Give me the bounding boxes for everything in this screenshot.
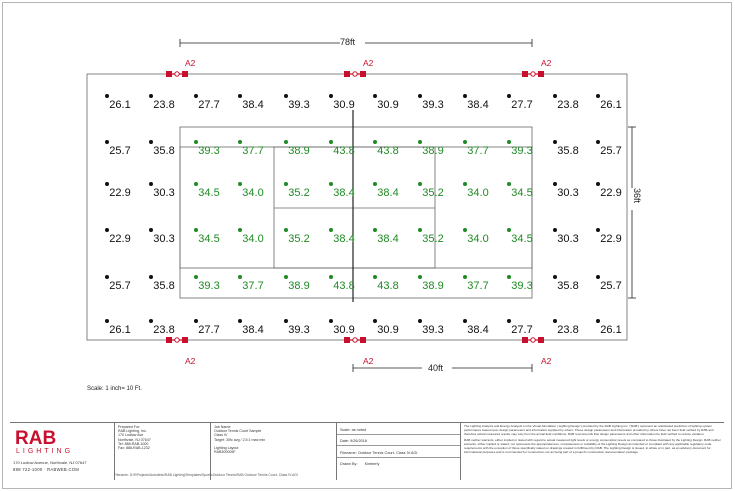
grid-point-marker <box>194 319 198 323</box>
grid-point-marker <box>284 94 288 98</box>
grid-point-marker <box>329 275 333 279</box>
grid-point-marker <box>238 94 242 98</box>
grid-point-value: 27.7 <box>511 324 533 336</box>
grid-point-value: 38.4 <box>467 99 489 111</box>
grid-point-marker <box>373 275 377 279</box>
fixture-label: A2 <box>541 58 552 68</box>
grid-point-marker <box>194 140 198 144</box>
grid-point-value: 35.8 <box>153 145 175 157</box>
grid-point-marker <box>194 94 198 98</box>
grid-point-marker <box>553 319 557 323</box>
grid-point-value: 39.3 <box>422 324 444 336</box>
grid-point-marker <box>329 319 333 323</box>
prepared-for-line: Fax: 888-RAB-1232 <box>118 446 150 451</box>
grid-point-value: 35.8 <box>557 145 579 157</box>
grid-point-marker <box>149 228 153 232</box>
grid-point-value: 35.2 <box>288 187 310 199</box>
grid-point-marker <box>463 319 467 323</box>
title-block <box>10 422 724 480</box>
grid-point-value: 30.3 <box>153 233 175 245</box>
grid-point-value: 34.0 <box>467 187 489 199</box>
grid-point-value: 38.9 <box>288 145 310 157</box>
grid-point-value: 38.4 <box>242 324 264 336</box>
grid-point-marker <box>149 319 153 323</box>
fixture-label: A2 <box>541 356 552 366</box>
grid-point-value: 35.8 <box>557 280 579 292</box>
tennis-court <box>180 110 532 302</box>
grid-point-marker <box>507 275 511 279</box>
grid-point-marker <box>329 140 333 144</box>
grid-point-marker <box>284 228 288 232</box>
grid-point-value: 39.3 <box>422 99 444 111</box>
grid-point-marker <box>284 140 288 144</box>
svg-text:LIGHTING: LIGHTING <box>16 448 74 455</box>
grid-point-marker <box>373 228 377 232</box>
grid-point-value: 23.8 <box>153 324 175 336</box>
grid-point-value: 25.7 <box>109 280 131 292</box>
grid-point-value: 37.7 <box>242 280 264 292</box>
fixture-pole-icon <box>344 71 366 77</box>
grid-point-value: 38.4 <box>377 233 399 245</box>
fixture-label: A2 <box>363 356 374 366</box>
grid-point-marker <box>507 182 511 186</box>
top-dimension <box>180 39 532 47</box>
drawn-by-row <box>337 459 460 469</box>
job-name-line: Class IV <box>214 433 228 438</box>
fixture-pole-icon <box>522 337 544 343</box>
grid-point-marker <box>507 228 511 232</box>
fixture-label: A2 <box>185 356 196 366</box>
job-name-line: Outdoor Tennis Court Sample <box>214 429 262 434</box>
grid-point-marker <box>329 94 333 98</box>
grid-point-marker <box>149 275 153 279</box>
prepared-for-line: Northvale, NJ 07647 <box>118 437 151 442</box>
grid-point-value: 25.7 <box>600 145 622 157</box>
grid-point-marker <box>194 182 198 186</box>
grid-point-marker <box>149 140 153 144</box>
grid-point-value: 43.8 <box>333 280 355 292</box>
scale-row: Scale: as noted <box>337 425 460 435</box>
grid-point-marker <box>553 140 557 144</box>
grid-point-marker <box>149 182 153 186</box>
grid-point-value: 39.3 <box>288 324 310 336</box>
disclaimer-cell <box>460 423 724 480</box>
grid-point-marker <box>553 228 557 232</box>
company-web: 888 722-1000 · RABWEB.COM <box>13 467 80 472</box>
grid-point-value: 22.9 <box>600 187 622 199</box>
grid-point-value: 23.8 <box>557 324 579 336</box>
grid-point-marker <box>105 140 109 144</box>
grid-point-value: 39.3 <box>511 145 533 157</box>
grid-point-value: 43.8 <box>377 145 399 157</box>
grid-point-value: 38.9 <box>288 280 310 292</box>
grid-point-marker <box>373 182 377 186</box>
grid-point-marker <box>596 182 600 186</box>
grid-point-value: 37.7 <box>467 145 489 157</box>
grid-point-value: 30.3 <box>153 187 175 199</box>
grid-point-value: 34.5 <box>198 233 220 245</box>
bottom-dimension-label: 40ft <box>428 363 444 373</box>
grid-point-marker <box>238 228 242 232</box>
grid-point-marker <box>373 319 377 323</box>
prepared-for-line: 170 Ludlow Ave <box>118 433 144 438</box>
grid-point-value: 26.1 <box>109 324 131 336</box>
grid-point-value: 27.7 <box>511 99 533 111</box>
grid-point-value: 43.8 <box>333 145 355 157</box>
grid-point-marker <box>596 275 600 279</box>
disclaimer-paragraph-1: The Lighting Analysis and Energy Analysis on the Visual Simulation (‘Lighting Design’) provided by the RAB Lighting Inc. ('RAB') represent an anticipated prediction of lighting system performance based upon design parameters and information supplied by others. These design parameters and information provided by others have not been field verified by RAB and therefore actual measured results may vary from the actual field conditions. RAB recommends that design parameters and other information be field verified to reduce variation. <box>464 424 714 436</box>
drawn-by-value: Kimberly <box>364 462 380 466</box>
grid-point-marker <box>596 94 600 98</box>
grid-point-value: 26.1 <box>600 99 622 111</box>
fixture-pole-icon <box>522 71 544 77</box>
grid-point-marker <box>418 275 422 279</box>
lighting-layout-label: Lighting Layout <box>214 445 239 450</box>
logo-cell <box>10 423 114 480</box>
grid-point-marker <box>105 319 109 323</box>
grid-point-value: 25.7 <box>109 145 131 157</box>
grid-point-value: 23.8 <box>557 99 579 111</box>
grid-point-marker <box>329 228 333 232</box>
prepared-for-cell <box>114 423 210 480</box>
grid-point-marker <box>418 94 422 98</box>
top-dimension-label: 78ft <box>340 37 356 47</box>
grid-point-value: 22.9 <box>600 233 622 245</box>
grid-point-marker <box>507 94 511 98</box>
grid-point-marker <box>463 94 467 98</box>
grid-point-value: 38.9 <box>422 280 444 292</box>
grid-point-marker <box>105 275 109 279</box>
grid-point-marker <box>418 319 422 323</box>
company-address: 170 Ludlow Avenue, Northvale, NJ 07647 <box>13 460 87 465</box>
site-boundary <box>87 74 627 340</box>
grid-point-marker <box>284 182 288 186</box>
grid-point-marker <box>149 94 153 98</box>
grid-point-marker <box>329 182 333 186</box>
grid-point-marker <box>507 319 511 323</box>
grid-point-marker <box>284 319 288 323</box>
lighting-layout-value: RAB300005F <box>214 450 236 455</box>
grid-point-value: 35.2 <box>422 233 444 245</box>
grid-point-marker <box>507 140 511 144</box>
info-cell <box>336 423 460 480</box>
date-row: Date: 9/26/2016 <box>337 436 460 446</box>
grid-point-marker <box>238 319 242 323</box>
grid-point-value: 22.9 <box>109 233 131 245</box>
fixture-label: A2 <box>363 58 374 68</box>
grid-point-marker <box>373 94 377 98</box>
grid-point-value: 38.9 <box>422 145 444 157</box>
grid-point-marker <box>194 228 198 232</box>
grid-point-value: 38.4 <box>377 187 399 199</box>
grid-point-value: 30.3 <box>557 233 579 245</box>
grid-point-value: 30.9 <box>377 324 399 336</box>
grid-point-marker <box>596 140 600 144</box>
grid-point-marker <box>373 140 377 144</box>
grid-point-marker <box>105 228 109 232</box>
grid-point-value: 37.7 <box>467 280 489 292</box>
job-name-label: Job Name: <box>214 425 232 429</box>
grid-point-value: 25.7 <box>600 280 622 292</box>
filename-row: Filename: Outdoor Tennis Court- Class IV.AGI <box>337 448 460 458</box>
grid-point-marker <box>238 182 242 186</box>
grid-point-marker <box>418 228 422 232</box>
grid-point-value: 34.5 <box>198 187 220 199</box>
grid-point-marker <box>596 228 600 232</box>
grid-point-value: 38.4 <box>467 324 489 336</box>
grid-point-value: 27.7 <box>198 99 220 111</box>
grid-point-marker <box>105 182 109 186</box>
job-name-cell <box>210 423 336 480</box>
fixture-pole-icon <box>166 71 188 77</box>
fixture-pole-icon <box>344 337 366 343</box>
grid-point-value: 34.5 <box>511 233 533 245</box>
job-name-line: Target: 30fc avg / 2.5:1 max:min <box>214 437 266 442</box>
grid-point-marker <box>238 275 242 279</box>
grid-point-marker <box>238 140 242 144</box>
grid-point-value: 34.0 <box>242 187 264 199</box>
grid-point-marker <box>284 275 288 279</box>
right-dimension <box>628 127 636 298</box>
grid-point-value: 22.9 <box>109 187 131 199</box>
grid-point-marker <box>553 275 557 279</box>
disclaimer-paragraph-2: RAB neither warrants, either implied or stated with regard to actual measured light levels or energy consumption levels as compared to those illustrated by the Lighting Design. RAB neither warrants, either implied or stated, nor represents the appropriateness, completeness or suitability of the Lighting Design as intended or compliant with any applicable regulatory code requirements with the exception of those specifically stated on drawings created in fulfillment by RAB. The Lighting Design is issued, in whole or in part, as an advisory document for informational purposes and is not intended for construction nor as being part of a project's construction documentation package. <box>464 438 721 454</box>
drawing-scale: Scale: 1 inch= 10 Ft. <box>87 386 142 392</box>
grid-point-value: 39.3 <box>198 280 220 292</box>
prepared-for-label: Prepared For: <box>118 425 141 429</box>
grid-point-marker <box>418 140 422 144</box>
grid-point-marker <box>194 275 198 279</box>
drawn-by-label: Drawn By: <box>340 462 358 466</box>
rab-logo <box>13 427 105 455</box>
grid-point-value: 30.9 <box>333 99 355 111</box>
grid-point-value: 30.3 <box>557 187 579 199</box>
grid-point-value: 23.8 <box>153 99 175 111</box>
fixture-label: A2 <box>185 58 196 68</box>
grid-point-marker <box>463 140 467 144</box>
prepared-for-line: Tel: 888-RAB-1000 <box>118 441 149 446</box>
grid-point-value: 37.7 <box>242 145 264 157</box>
grid-point-value: 39.3 <box>511 280 533 292</box>
grid-point-value: 35.8 <box>153 280 175 292</box>
grid-point-marker <box>463 275 467 279</box>
right-dimension-label: 36ft <box>632 188 642 204</box>
grid-point-value: 35.2 <box>288 233 310 245</box>
grid-point-value: 30.9 <box>333 324 355 336</box>
grid-point-value: 39.3 <box>288 99 310 111</box>
grid-point-marker <box>105 94 109 98</box>
grid-point-value: 26.1 <box>600 324 622 336</box>
grid-point-value: 30.9 <box>377 99 399 111</box>
grid-point-value: 38.4 <box>242 99 264 111</box>
grid-point-marker <box>596 319 600 323</box>
fixture-poles <box>166 71 544 343</box>
grid-point-value: 38.4 <box>333 233 355 245</box>
grid-point-value: 26.1 <box>109 99 131 111</box>
grid-point-value: 34.5 <box>511 187 533 199</box>
grid-point-value: 38.4 <box>333 187 355 199</box>
prepared-for-line: RAB Lighting, Inc. <box>118 429 147 434</box>
grid-point-marker <box>553 94 557 98</box>
grid-point-value: 43.8 <box>377 280 399 292</box>
grid-point-marker <box>553 182 557 186</box>
grid-point-value: 34.0 <box>467 233 489 245</box>
grid-point-value: 27.7 <box>198 324 220 336</box>
grid-point-value: 39.3 <box>198 145 220 157</box>
grid-point-marker <box>418 182 422 186</box>
grid-point-value: 34.0 <box>242 233 264 245</box>
fixture-pole-icon <box>166 337 188 343</box>
grid-point-marker <box>463 182 467 186</box>
grid-point-marker <box>463 228 467 232</box>
grid-point-value: 35.2 <box>422 187 444 199</box>
footer-filepath: Filename: D:\RProjects\Autodesk\RAB Lighting\Templates\Sports\Outdoor Tennis\RAB Outdoor Tennis Court- Class IV.AGI <box>114 473 298 477</box>
svg-text:RAB: RAB <box>15 428 57 449</box>
